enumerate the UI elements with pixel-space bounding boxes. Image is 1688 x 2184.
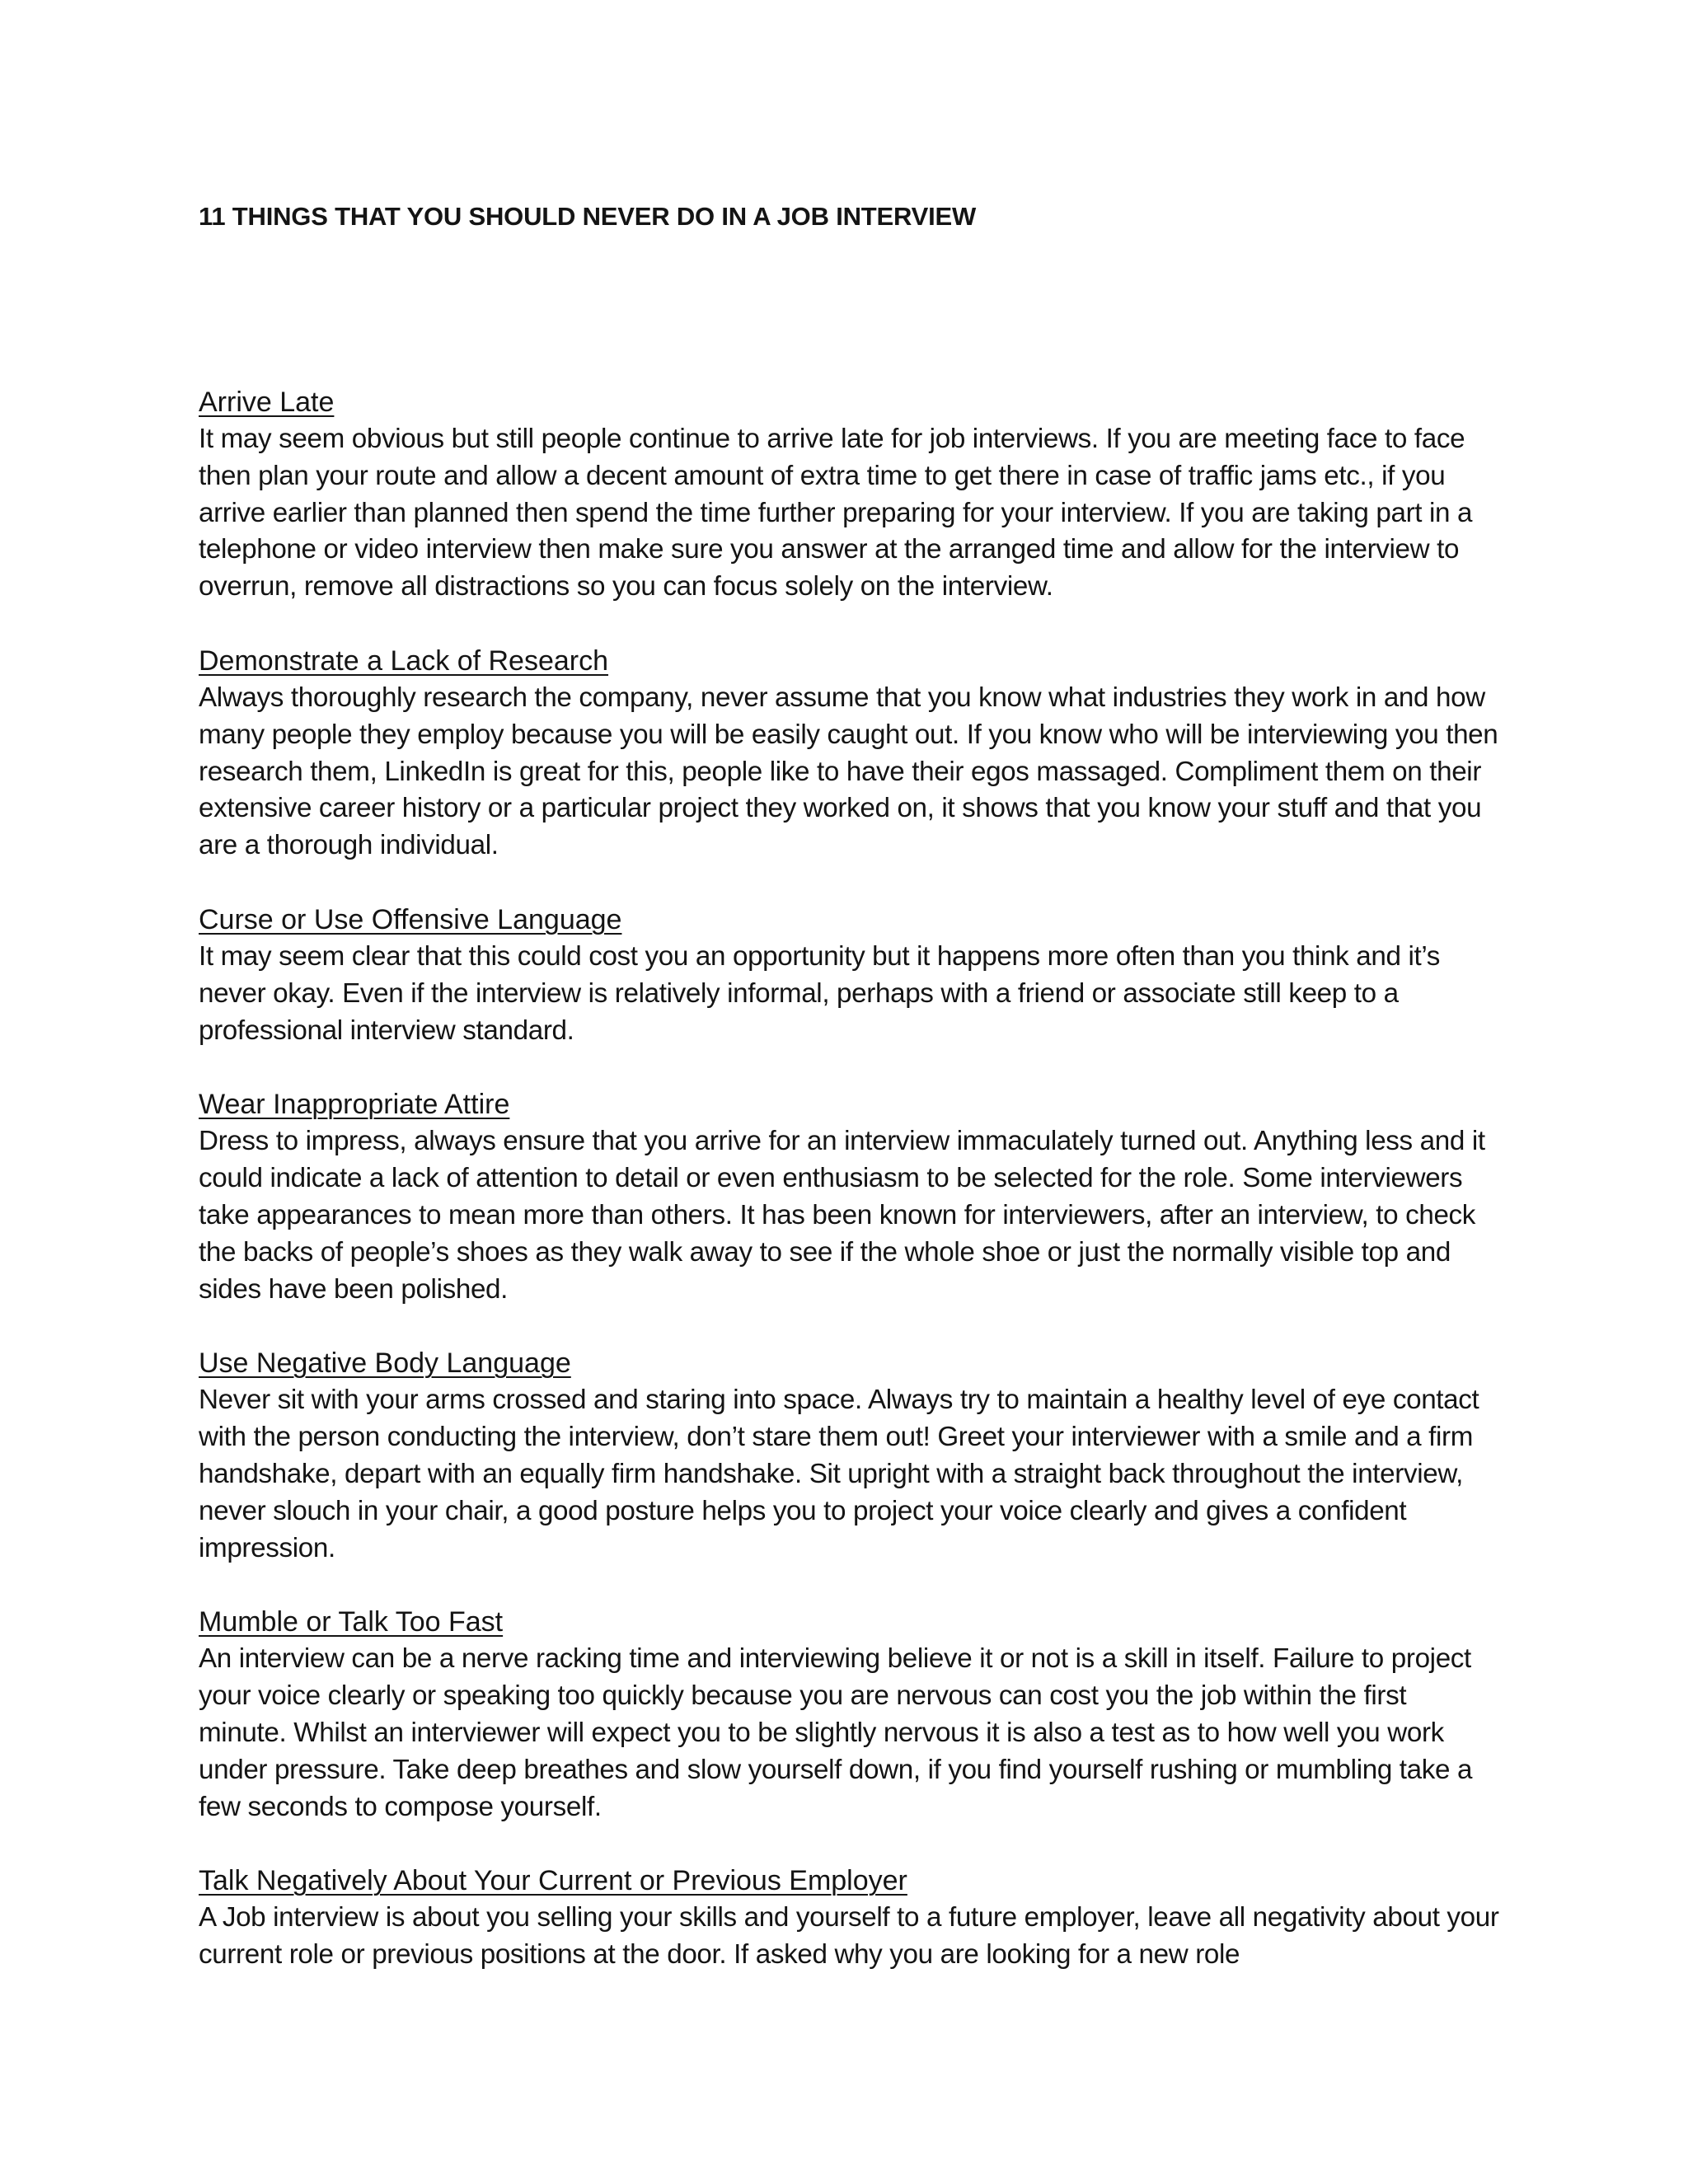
section-heading: Use Negative Body Language bbox=[199, 1347, 571, 1380]
section-heading: Demonstrate a Lack of Research bbox=[199, 644, 609, 677]
section-mumble-talk-fast bbox=[199, 1604, 1501, 1825]
section-heading: Arrive Late bbox=[199, 387, 335, 418]
section-talk-negatively-employer bbox=[199, 1863, 1501, 1974]
section-paragraph: Never sit with your arms crossed and staring into space. Always try to maintain a healthy level of eye contact with the person conducting the interview, don’t stare them out! Greet your interviewer with a smile and a firm handshake, depart with an equally firm handshake. Sit upright with a straight back throughout the interview, never slouch in your chair, a good posture helps you to project your voice clearly and gives a confident impression. bbox=[199, 1385, 1479, 1563]
section-paragraph: Dress to impress, always ensure that you arrive for an interview immaculately turned out. Anything less and it could indicate a lack of attention to detail or even enthusiasm to be selected for the role. Some interviewers take appearances to mean more than others. It has been known for interviewers, after an interview, to check the backs of people’s shoes as they walk away to see if the whole shoe or just the normally visible top and sides have been polished. bbox=[199, 1126, 1485, 1305]
section-paragraph: It may seem clear that this could cost you an opportunity but it happens more often than you think and it’s never okay. Even if the interview is relatively informal, perhaps with a friend or associate still keep to a professional interview standard. bbox=[199, 940, 1441, 1046]
section-paragraph: It may seem obvious but still people continue to arrive late for job interviews. If you are meeting face to face then plan your route and allow a decent amount of extra time to get there in case of traffic jams etc., if you arrive earlier than planned then spend the time further preparing for your interview. If you are taking part in a telephone or video interview then make sure you answer at the arranged time and allow for the interview to overrun, remove all distractions so you can focus solely on the interview. bbox=[199, 424, 1473, 602]
section-heading: Talk Negatively About Your Current or Previous Employer bbox=[199, 1865, 907, 1897]
section-paragraph: An interview can be a nerve racking time and interviewing believe it or not is a skill in itself. Failure to project your voice clearly or speaking too quickly because you are nervous can cost you the job within the first minute. Whilst an interviewer will expect you to be slightly nervous it is also a test as to how well you work under pressure. Take deep breathes and slow yourself down, if you find yourself rushing or mumbling take a few seconds to compose yourself. bbox=[199, 1643, 1473, 1822]
section-paragraph: Always thoroughly research the company, never assume that you know what industries they work in and how many people they employ because you will be easily caught out. If you know who will be interviewing you then research them, LinkedIn is great for this, people like to have their egos massaged. Compliment them on their extensive career history or a particular project they worked on, it shows that you know your stuff and that you are a thorough individual. bbox=[199, 682, 1498, 861]
section-offensive-language bbox=[199, 902, 1501, 1049]
section-heading: Mumble or Talk Too Fast bbox=[199, 1606, 504, 1638]
page-title: 11 THINGS THAT YOU SHOULD NEVER DO IN A JOB INTERVIEW bbox=[199, 202, 977, 231]
section-arrive-late bbox=[199, 384, 1501, 606]
section-heading: Curse or Use Offensive Language bbox=[199, 903, 622, 935]
section-negative-body-language bbox=[199, 1345, 1501, 1567]
section-heading: Wear Inappropriate Attire bbox=[199, 1089, 510, 1121]
section-paragraph: A Job interview is about you selling your skills and yourself to a future employer, leave all negativity about your current role or previous positions at the door. If asked why you are looking for a new role bbox=[199, 1902, 1499, 1971]
section-lack-of-research bbox=[199, 643, 1501, 865]
document-body bbox=[199, 384, 1501, 2011]
section-inappropriate-attire bbox=[199, 1086, 1501, 1308]
